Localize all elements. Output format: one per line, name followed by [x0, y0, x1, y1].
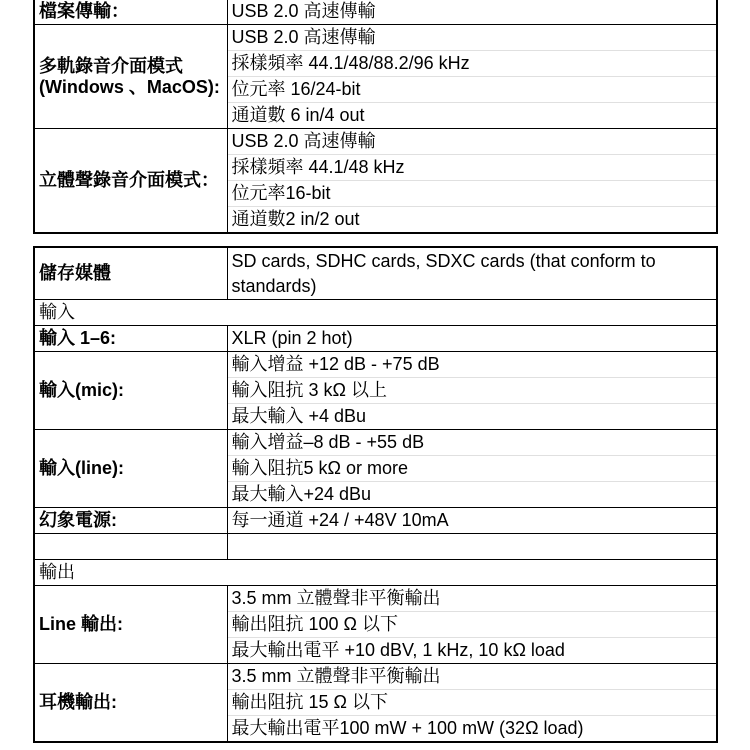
input-spec-row [34, 326, 717, 352]
input-section-title: 輸入 [34, 300, 717, 326]
usb-spec-value: USB 2.0 高速傳輸 [227, 0, 717, 25]
output-spec-value: 3.5 mm 立體聲非平衡輸出 [227, 586, 717, 612]
output-spec-value: 輸出阻抗 100 Ω 以下 [227, 612, 717, 638]
usb-spec-value: USB 2.0 高速傳輸 [227, 25, 717, 51]
storage-value: SD cards, SDHC cards, SDXC cards (that conform to standards) [227, 247, 717, 300]
usb-spec-row [34, 25, 717, 51]
input-spec-value: 輸入增益 +12 dB - +75 dB [227, 352, 717, 378]
input-spec-value: 輸入阻抗5 kΩ or more [227, 456, 717, 482]
usb-spec-label: 多軌錄音介面模式(Windows 、MacOS): [34, 25, 227, 129]
input-spec-row [34, 430, 717, 456]
usb-spec-row [34, 129, 717, 155]
usb-spec-label: 檔案傳輸： [34, 0, 227, 25]
usb-spec-label: 立體聲錄音介面模式： [34, 129, 227, 234]
spec-table-usb [33, 0, 718, 234]
input-spec-value: 輸入增益–8 dB - +55 dB [227, 430, 717, 456]
input-spec-value: XLR (pin 2 hot) [227, 326, 717, 352]
input-spec-value: 輸入阻抗 3 kΩ 以上 [227, 378, 717, 404]
usb-spec-value: 採樣頻率 44.1/48/88.2/96 kHz [227, 51, 717, 77]
output-spec-label: Line 輸出: [34, 586, 227, 664]
storage-row [34, 247, 717, 300]
output-spec-row [34, 664, 717, 690]
storage-label: 儲存媒體 [34, 247, 227, 300]
output-spec-label: 耳機輸出: [34, 664, 227, 743]
output-spec-value: 最大輸出電平100 mW + 100 mW (32Ω load) [227, 716, 717, 743]
output-section-row [34, 560, 717, 586]
input-section-row [34, 300, 717, 326]
input-spec-label: 輸入(line): [34, 430, 227, 508]
usb-spec-value: 通道數2 in/2 out [227, 207, 717, 234]
usb-spec-value: USB 2.0 高速傳輸 [227, 129, 717, 155]
output-spec-value: 輸出阻抗 15 Ω 以下 [227, 690, 717, 716]
output-section-title: 輸出 [34, 560, 717, 586]
output-spec-value: 最大輸出電平 +10 dBV, 1 kHz, 10 kΩ load [227, 638, 717, 664]
input-spec-row [34, 352, 717, 378]
usb-spec-value: 採樣頻率 44.1/48 kHz [227, 155, 717, 181]
blank-value-cell [227, 534, 717, 560]
usb-spec-row [34, 0, 717, 25]
input-spec-value: 每一通道 +24 / +48V 10mA [227, 508, 717, 534]
input-spec-row [34, 508, 717, 534]
output-spec-row [34, 586, 717, 612]
spec-table-io [33, 246, 718, 743]
input-spec-label: 輸入(mic): [34, 352, 227, 430]
input-spec-value: 最大輸入+24 dBu [227, 482, 717, 508]
usb-spec-value: 位元率 16/24-bit [227, 77, 717, 103]
input-spec-label: 幻象電源: [34, 508, 227, 534]
output-spec-value: 3.5 mm 立體聲非平衡輸出 [227, 664, 717, 690]
usb-spec-value: 位元率16-bit [227, 181, 717, 207]
usb-spec-value: 通道數 6 in/4 out [227, 103, 717, 129]
input-spec-value: 最大輸入 +4 dBu [227, 404, 717, 430]
blank-row [34, 534, 717, 560]
input-spec-label: 輸入 1–6: [34, 326, 227, 352]
blank-label-cell [34, 534, 227, 560]
